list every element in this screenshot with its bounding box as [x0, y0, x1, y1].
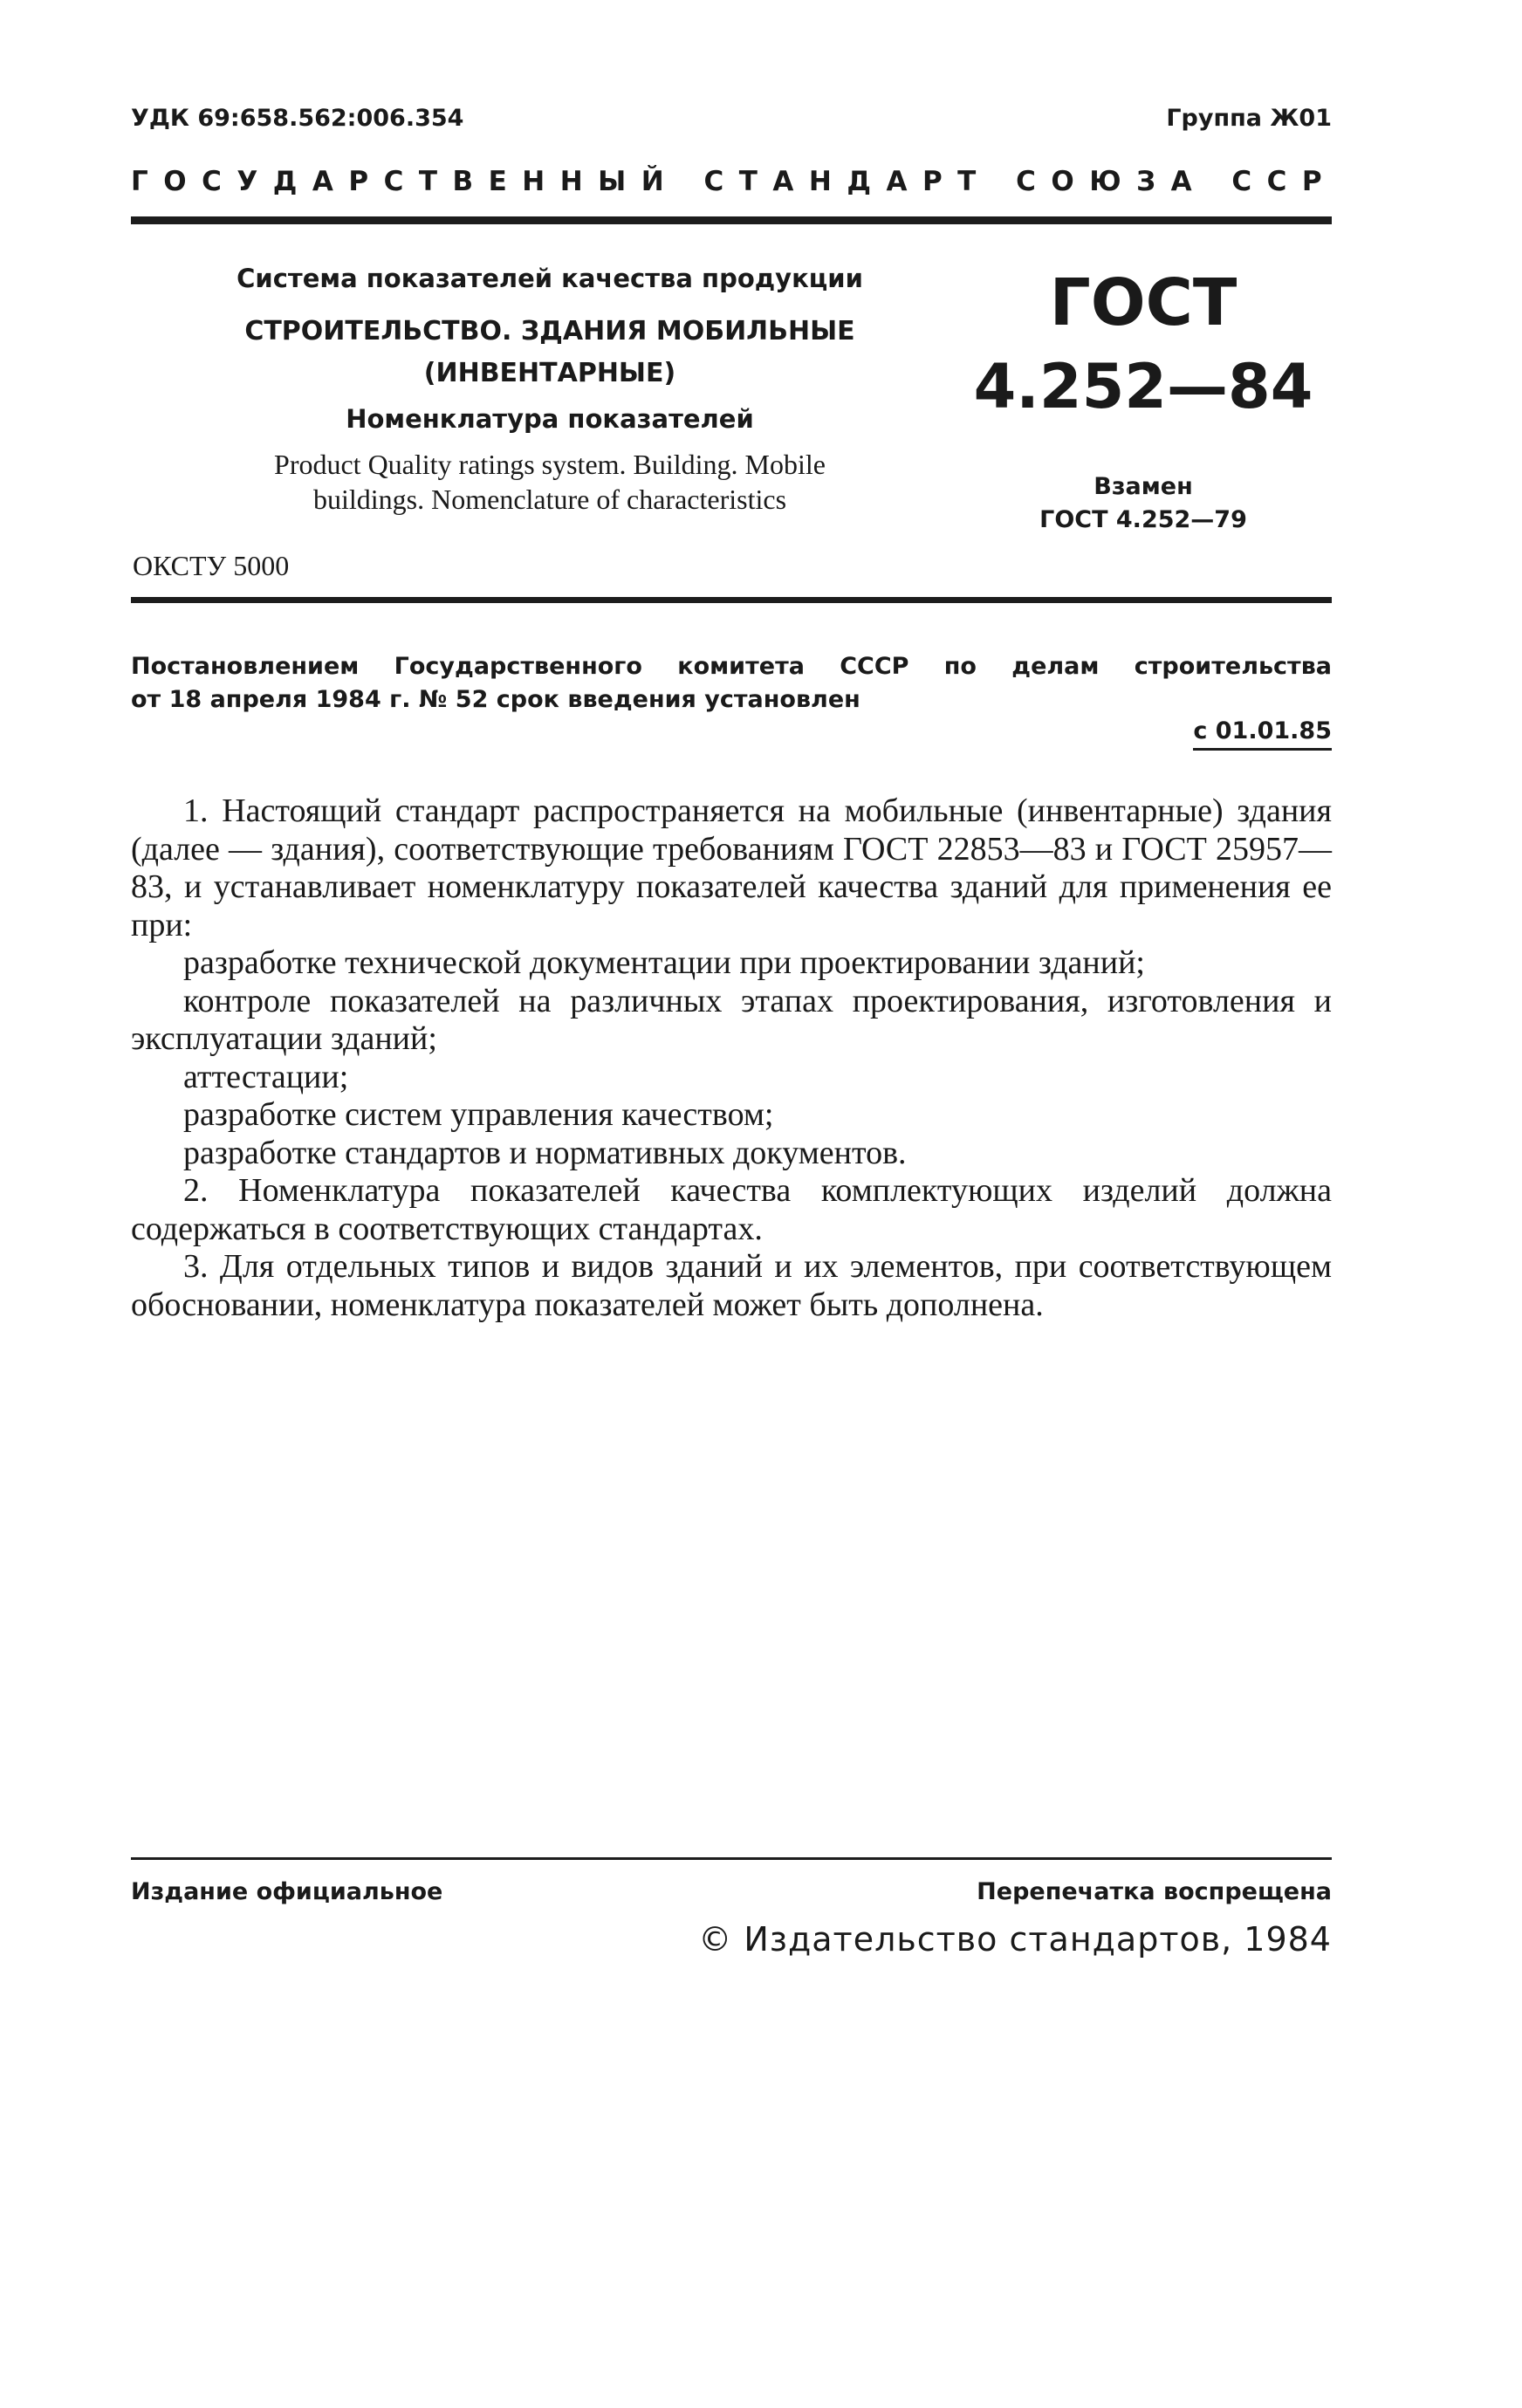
header-thick-rule [131, 216, 1332, 224]
copyright-notice: © Издательство стандартов, 1984 [698, 1920, 1332, 1959]
clause-1-item-2: контроле показателей на различных этапах проектирования, изготовления и эксплуатации зданий; [131, 982, 1332, 1057]
english-title [175, 447, 925, 517]
clause-1-item-1: разработке технической документации при проектировании зданий; [183, 944, 1145, 981]
reprint-prohibited-label: Перепечатка воспрещена [977, 1878, 1332, 1905]
clause-1: 1. Настоящий стандарт распространяется на мобильные (инвентарные) здания (далее — здания), соответствующие требованиям ГОСТ 22853—83 и ГОСТ 25957—83, и устанавливает номенклатуру показателей качества зданий для применения ее при: [131, 792, 1332, 943]
okstu-code: ОКСТУ 5000 [133, 550, 290, 581]
clause-1-item-3: аттестации; [183, 1058, 349, 1095]
decree-line1: Постановлением Государственного комитета СССР по делам строительства [131, 653, 1332, 680]
standard-title-line2: (ИНВЕНТАРНЫЕ) [423, 358, 676, 388]
system-title: Система показателей качества продукции [237, 264, 863, 293]
replaces-label: Взамен [1094, 473, 1193, 500]
standard-title-line1: СТРОИТЕЛЬСТВО. ЗДАНИЯ МОБИЛЬНЫЕ [244, 316, 855, 346]
english-title-line2: buildings. Nomenclature of characteristics [312, 484, 787, 515]
effective-date: с 01.01.85 [1193, 717, 1332, 751]
gost-label: ГОСТ [1049, 265, 1237, 340]
clause-3: 3. Для отдельных типов и видов зданий и их элементов, при соответствующем обосновании, номенклатура показателей может быть дополнена. [131, 1248, 1332, 1323]
english-title-line1: Product Quality ratings system. Building. Mobile [274, 449, 826, 480]
standard-title [175, 311, 925, 394]
replaces-document: ГОСТ 4.252—79 [1039, 506, 1247, 533]
clause-1-item-5: разработке стандартов и нормативных документов. [183, 1134, 907, 1171]
standard-subtitle: Номенклатура показателей [346, 404, 754, 434]
clause-1-item-4: разработке систем управления качеством; [183, 1096, 774, 1133]
state-standard-heading: ГОСУДАРСТВЕННЫЙ СТАНДАРТ СОЮЗА ССР [131, 166, 1338, 197]
clause-2: 2. Номенклатура показателей качества комплектующих изделий должна содержаться в соответствующих стандартах. [131, 1172, 1332, 1247]
gost-number: 4.252—84 [973, 351, 1313, 422]
group-code: Группа Ж01 [1166, 105, 1332, 132]
official-edition-label: Издание официальное [131, 1878, 443, 1905]
standard-body [131, 792, 1332, 1324]
udk-code: УДК 69:658.562:006.354 [131, 105, 464, 132]
title-block-rule [131, 597, 1332, 603]
decree-line2: от 18 апреля 1984 г. № 52 срок введения установлен [131, 686, 860, 713]
footer-rule [131, 1857, 1332, 1860]
